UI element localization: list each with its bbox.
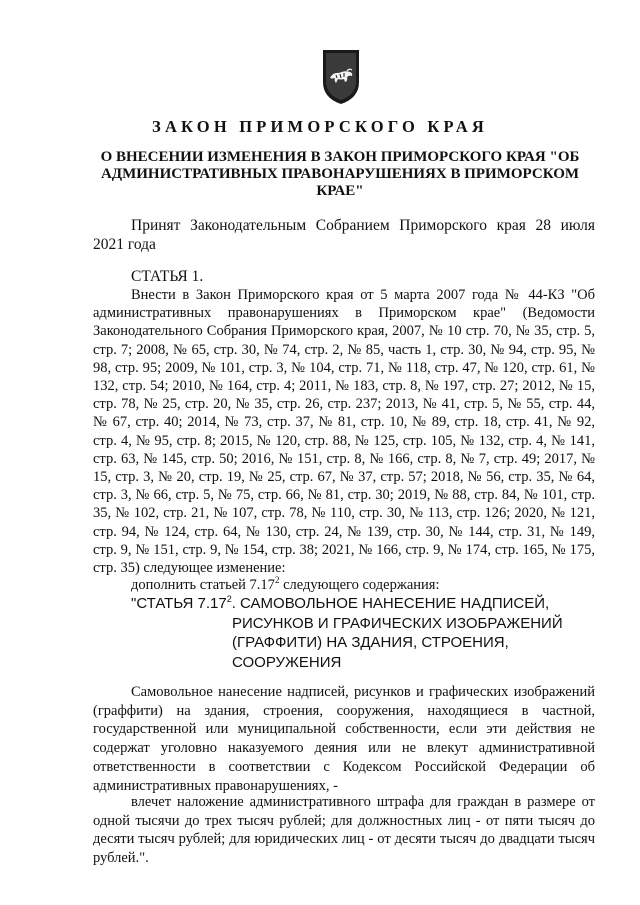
amendment-instruction-text: дополнить статьей 7.17 <box>131 577 275 593</box>
new-article-label-tail: . САМОВОЛЬНОЕ НАНЕСЕНИЕ НАДПИСЕЙ, <box>231 595 550 612</box>
amendment-instruction-tail: следующего содержания: <box>279 577 440 593</box>
amendment-instruction <box>131 577 440 594</box>
superscript: 2 <box>226 594 232 604</box>
adoption-note: Принят Законодательным Собранием Приморского края 28 июля 2021 года <box>93 217 595 253</box>
new-article-label <box>131 595 549 612</box>
law-subtitle: О ВНЕСЕНИИ ИЗМЕНЕНИЯ В ЗАКОН ПРИМОРСКОГО КРАЯ "ОБ АДМИНИСТРАТИВНЫХ ПРАВОНАРУШЕНИЯХ В ПРИМОРСКОМ КРАЕ" <box>100 149 580 199</box>
law-title: ЗАКОН ПРИМОРСКОГО КРАЯ <box>152 117 488 136</box>
new-article-label-text: "СТАТЬЯ 7.17 <box>131 595 227 612</box>
article-heading: СТАТЬЯ 1. <box>131 268 204 285</box>
superscript: 2 <box>274 575 280 585</box>
new-article-title <box>131 594 571 672</box>
disposition-paragraph: Самовольное нанесение надписей, рисунков и графических изображений (граффити) на здания, строения, сооружения, находящиеся в частной, государственной или муниципальной собственности, если эти действия не содержат уголовно наказуемого деяния или не влекут административной ответственности в соответствии с Кодексом Российской Федерации об административных правонарушениях, - <box>93 684 595 794</box>
coat-of-arms-tiger-icon <box>321 48 361 106</box>
amendment-paragraph: Внести в Закон Приморского края от 5 марта 2007 года № 44-КЗ "Об административных правонарушениях в Приморском крае" (Ведомости Законодательного Собрания Приморского края, 2007, № 10 стр. 70, № 35, стр. 5, стр. 7; 2008, № 65, стр. 30, № 74, стр. 2, № 85, часть 1, стр. 30, № 94, стр. 95, № 98, стр. 95; 2009, № 101, стр. 3, № 104, стр. 71, № 118, стр. 47, № 120, стр. 61, № 132, стр. 54; 2010, № 164, стр. 4; 2011, № 183, стр. 8, № 197, стр. 27; 2012, № 15, стр. 78, № 25, стр. 20, № 35, стр. 26, стр. 237; 2013, № 41, стр. 5, № 55, стр. 44, № 67, стр. 40; 2014, № 73, стр. 37, № 81, стр. 10, № 89, стр. 18, стр. 41, № 92, стр. 4, № 95, стр. 8; 2015, № 120, стр. 88, № 125, стр. 105, № 132, стр. 4, № 141, стр. 63, № 145, стр. 50; 2016, № 151, стр. 8, № 166, стр. 8, № 7, стр. 49; 2017, № 15, стр. 3, № 20, стр. 19, № 25, стр. 67, № 37, стр. 57; 2018, № 56, стр. 35, № 64, стр. 3, № 66, стр. 5, № 75, стр. 66, № 81, стр. 30; 2019, № 88, стр. 84, № 101, стр. 35, № 102, стр. 21, № 107, стр. 78, № 110, стр. 30, № 113, стр. 126; 2020, № 121, стр. 94, № 124, стр. 64, № 130, стр. 24, № 139, стр. 30, № 144, стр. 31, № 149, стр. 9, № 151, стр. 9, № 154, стр. 38; 2021, № 166, стр. 9, № 174, стр. 165, № 175, стр. 35) следующее изменение: <box>93 287 595 577</box>
sanction-paragraph: влечет наложение административного штрафа для граждан в размере от одной тысячи до трех тысяч рублей; для должностных лиц - от пяти тысяч до десяти тысяч рублей; для юридических лиц - от десяти тысяч до двадцати тысяч рублей.". <box>93 794 595 867</box>
new-article-title-rest: РИСУНКОВ И ГРАФИЧЕСКИХ ИЗОБРАЖЕНИЙ (ГРАФФИТИ) НА ЗДАНИЯ, СТРОЕНИЯ, СООРУЖЕНИЯ <box>232 614 563 671</box>
